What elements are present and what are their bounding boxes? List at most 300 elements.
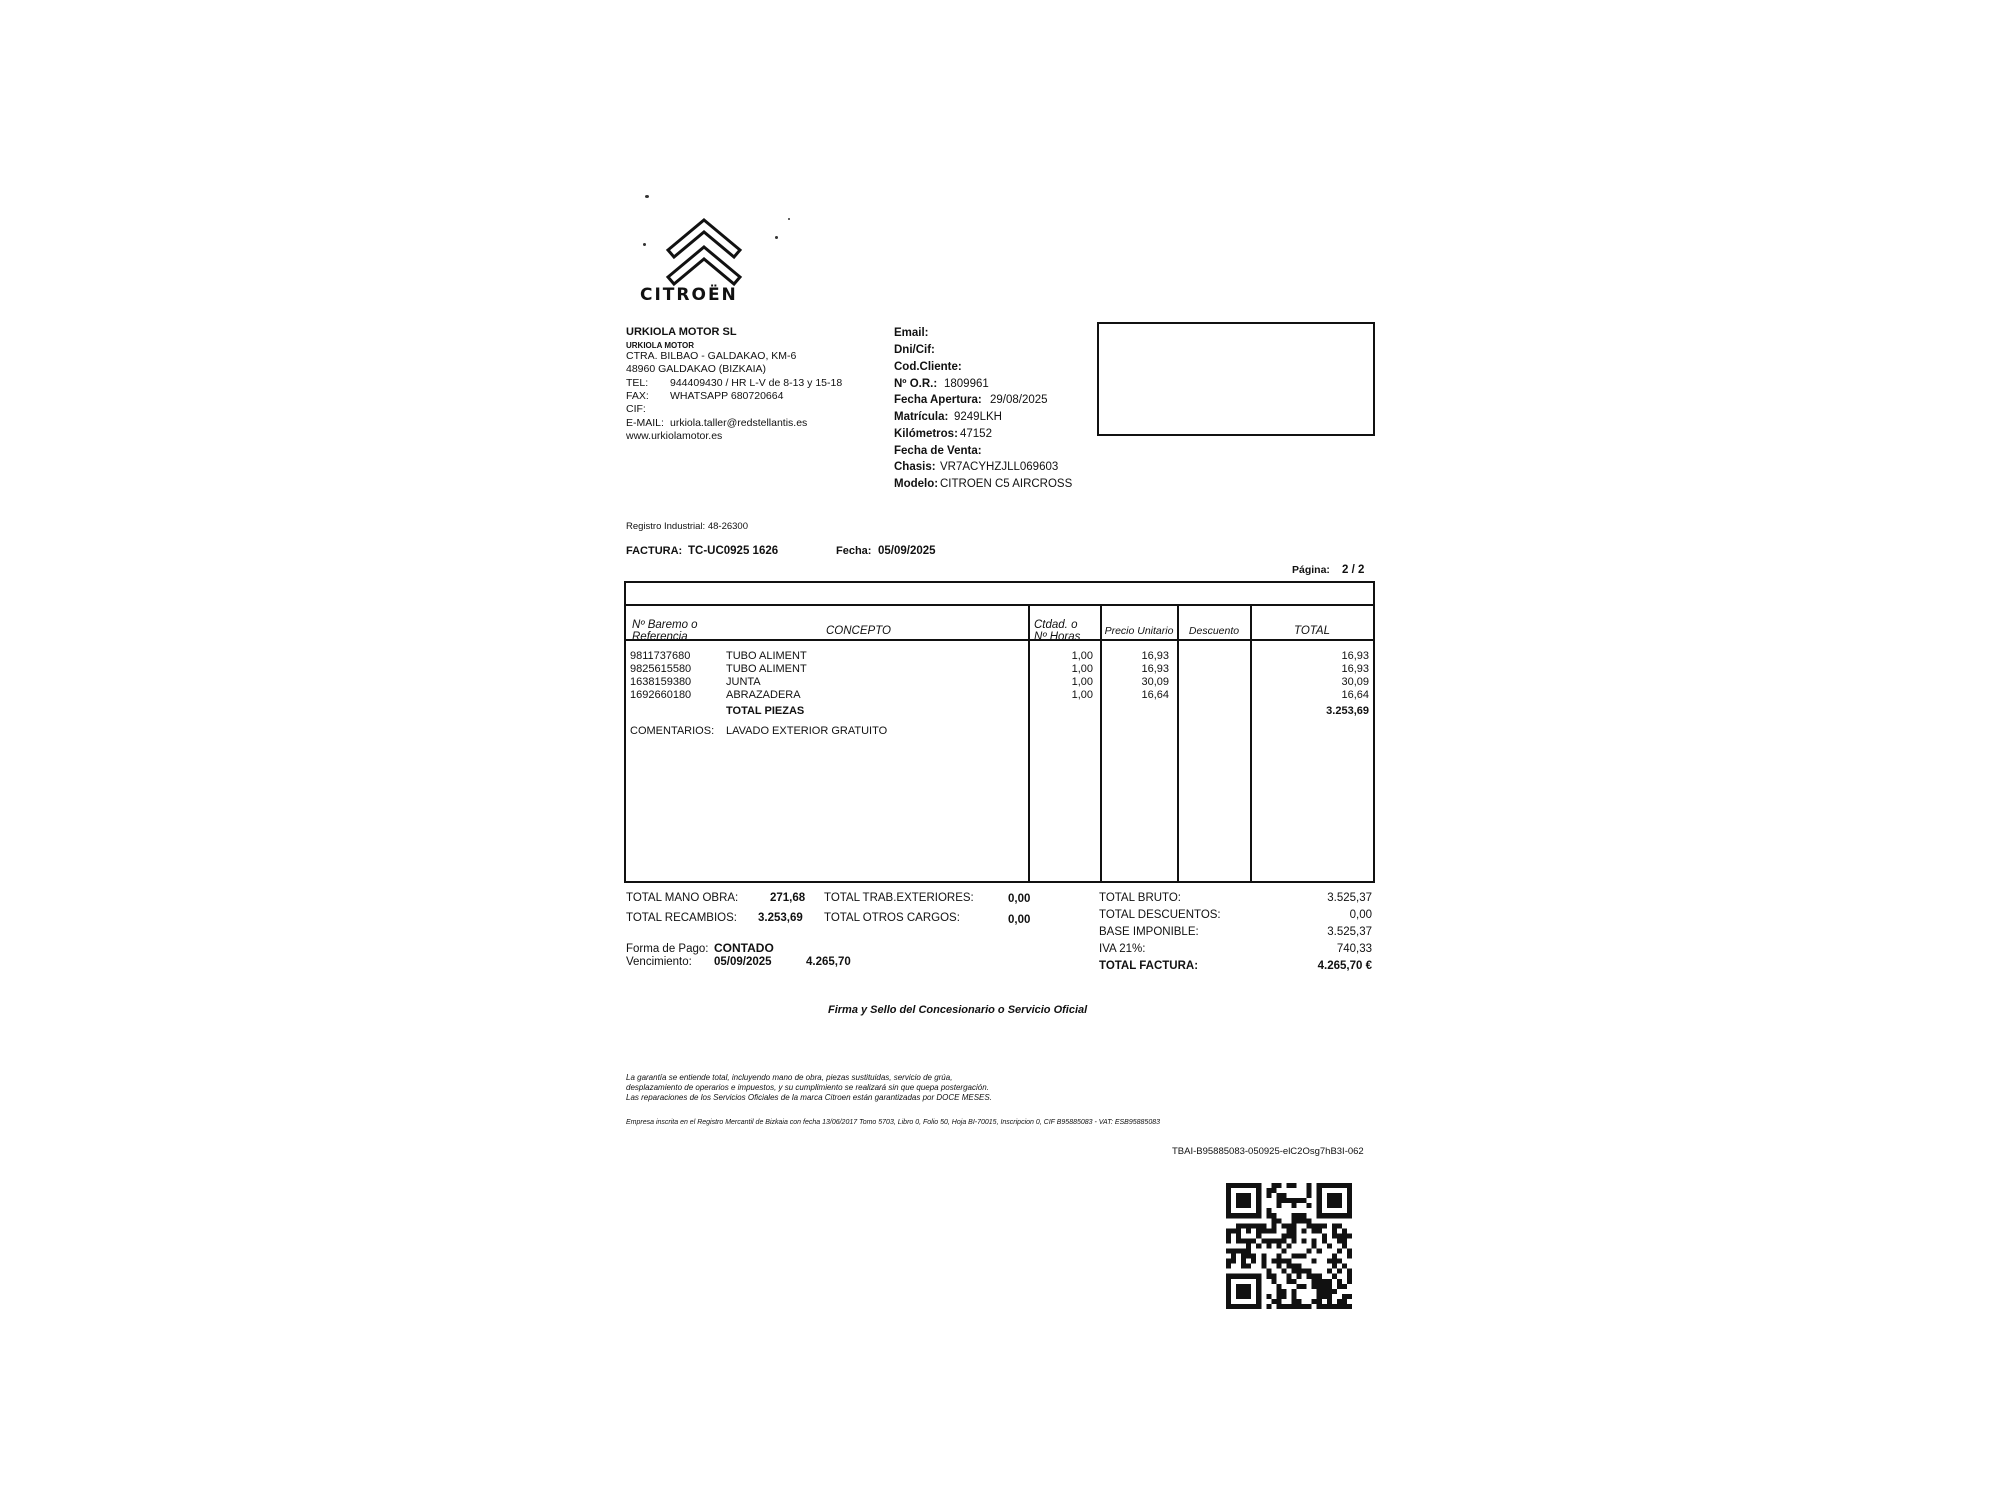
row-total: 16,93: [1341, 663, 1369, 675]
qr-module: [1271, 1213, 1276, 1218]
qr-module: [1226, 1279, 1231, 1284]
qr-module: [1322, 1284, 1327, 1289]
qr-module: [1332, 1254, 1337, 1259]
qr-module: [1261, 1228, 1266, 1233]
qr-module: [1246, 1304, 1251, 1309]
qr-module: [1342, 1238, 1347, 1243]
qr-module: [1327, 1294, 1332, 1299]
qr-module: [1307, 1269, 1312, 1274]
qr-module: [1271, 1238, 1276, 1243]
qr-module: [1266, 1188, 1271, 1193]
qr-module: [1271, 1274, 1276, 1279]
qr-module: [1332, 1264, 1337, 1269]
qr-module: [1317, 1289, 1322, 1294]
qr-module: [1317, 1299, 1322, 1304]
qr-module: [1241, 1294, 1246, 1299]
qr-module: [1236, 1223, 1241, 1228]
qr-module: [1281, 1304, 1286, 1309]
qr-module: [1241, 1213, 1246, 1218]
qr-module: [1236, 1183, 1241, 1188]
qr-module: [1292, 1223, 1297, 1228]
qr-module: [1337, 1183, 1342, 1188]
header-concepto: CONCEPTO: [826, 625, 891, 637]
qr-module: [1281, 1259, 1286, 1264]
row-precio: 30,09: [1141, 676, 1169, 688]
company-email: urkiola.taller@redstellantis.es: [670, 417, 808, 429]
qr-module: [1317, 1223, 1322, 1228]
qr-module: [1312, 1243, 1317, 1248]
qr-module: [1241, 1274, 1246, 1279]
qr-module: [1256, 1203, 1261, 1208]
qr-module: [1307, 1304, 1312, 1309]
cliente-label: Cod.Cliente:: [894, 361, 962, 373]
qr-module: [1236, 1238, 1241, 1243]
modelo-value: CITROEN C5 AIRCROSS: [940, 478, 1073, 490]
qr-module: [1271, 1218, 1276, 1223]
factura-number: TC-UC0925 1626: [688, 545, 779, 557]
qr-module: [1312, 1299, 1317, 1304]
qr-module: [1347, 1269, 1352, 1274]
row-total: 30,09: [1341, 676, 1369, 688]
qr-module: [1297, 1218, 1302, 1223]
invoice-lines-table: [624, 581, 1375, 883]
qr-module: [1246, 1249, 1251, 1254]
qr-module: [1337, 1279, 1342, 1284]
qr-module: [1347, 1274, 1352, 1279]
trab-ext-label: TOTAL TRAB.EXTERIORES:: [824, 892, 974, 904]
company-tel-label: TEL:: [626, 377, 649, 389]
qr-module: [1281, 1238, 1286, 1243]
qr-module: [1236, 1233, 1241, 1238]
qr-module: [1256, 1289, 1261, 1294]
qr-module: [1286, 1228, 1291, 1233]
iva-label: IVA 21%:: [1099, 943, 1146, 955]
col-divider: [1028, 606, 1030, 881]
table-row: [626, 650, 1373, 664]
qr-module: [1317, 1213, 1322, 1218]
qr-module: [1322, 1213, 1327, 1218]
descuentos-value: 0,00: [1349, 909, 1372, 921]
qr-module: [1327, 1279, 1332, 1284]
qr-module: [1226, 1203, 1231, 1208]
qr-module: [1286, 1243, 1291, 1248]
qr-module: [1226, 1249, 1231, 1254]
qr-module: [1281, 1294, 1286, 1299]
qr-module: [1246, 1254, 1251, 1259]
header-qty-line1: Ctdad. o: [1034, 619, 1078, 631]
qr-module: [1332, 1304, 1337, 1309]
or-label: Nº O.R.:: [894, 378, 938, 390]
qr-module: [1241, 1223, 1246, 1228]
header-qty-line2: Nº Horas: [1034, 631, 1081, 643]
qr-module: [1327, 1299, 1332, 1304]
qr-module: [1251, 1304, 1256, 1309]
qr-module: [1302, 1213, 1307, 1218]
qr-module: [1322, 1289, 1327, 1294]
scan-speck: [775, 236, 778, 239]
qr-module: [1322, 1294, 1327, 1299]
qr-module: [1261, 1264, 1266, 1269]
company-address-2: 48960 GALDAKAO (BIZKAIA): [626, 363, 767, 375]
company-trade-name: URKIOLA MOTOR: [626, 341, 694, 350]
qr-module: [1226, 1183, 1231, 1188]
qr-module: [1292, 1203, 1297, 1208]
legal-line-1: La garantía se entiende total, incluyendo mano de obra, piezas sustituidas, servicio de grúa,: [626, 1073, 953, 1082]
matricula-label: Matrícula:: [894, 411, 949, 423]
scan-speck: [643, 243, 646, 246]
qr-module: [1327, 1259, 1332, 1264]
company-address-1: CTRA. BILBAO - GALDAKAO, KM-6: [626, 350, 797, 362]
qr-module: [1317, 1208, 1322, 1213]
row-ref: 1638159380: [630, 676, 692, 688]
qr-module: [1281, 1223, 1286, 1228]
qr-module: [1297, 1284, 1302, 1289]
qr-module: [1241, 1238, 1246, 1243]
row-concepto: TUBO ALIMENT: [726, 663, 807, 675]
qr-module: [1286, 1198, 1291, 1203]
base-label: BASE IMPONIBLE:: [1099, 926, 1199, 938]
row-concepto: TUBO ALIMENT: [726, 650, 807, 662]
qr-module: [1251, 1213, 1256, 1218]
qr-module: [1231, 1228, 1236, 1233]
qr-module: [1276, 1259, 1281, 1264]
qr-module: [1327, 1304, 1332, 1309]
qr-module: [1292, 1279, 1297, 1284]
qr-module: [1266, 1274, 1271, 1279]
qr-module: [1337, 1198, 1342, 1203]
qr-module: [1271, 1183, 1276, 1188]
qr-module: [1276, 1299, 1281, 1304]
qr-module: [1302, 1238, 1307, 1243]
qr-module: [1231, 1213, 1236, 1218]
qr-module: [1292, 1294, 1297, 1299]
qr-module: [1271, 1228, 1276, 1233]
qr-module: [1261, 1223, 1266, 1228]
header-qty: [1034, 619, 1096, 643]
qr-module: [1256, 1198, 1261, 1203]
row-ref: 9825615580: [630, 663, 692, 675]
qr-module: [1256, 1193, 1261, 1198]
mano-obra-label: TOTAL MANO OBRA:: [626, 892, 739, 904]
qr-module: [1226, 1284, 1231, 1289]
qr-module: [1302, 1218, 1307, 1223]
brand-name: CITROËN: [640, 285, 738, 305]
qr-module: [1307, 1183, 1312, 1188]
qr-module: [1246, 1228, 1251, 1233]
qr-module: [1292, 1289, 1297, 1294]
legal-line-3: Las reparaciones de los Servicios Oficiales de la marca Citroen están garantizadas por DOCE MESES.: [626, 1093, 992, 1102]
qr-module: [1241, 1289, 1246, 1294]
qr-module: [1317, 1249, 1322, 1254]
header-ref-line2: Referencia: [632, 631, 688, 643]
qr-module: [1307, 1249, 1312, 1254]
qr-module: [1236, 1213, 1241, 1218]
vencimiento-date: 05/09/2025: [714, 956, 772, 968]
qr-module: [1251, 1259, 1256, 1264]
table-row: [626, 676, 1373, 690]
col-divider: [1100, 606, 1102, 881]
qr-module: [1226, 1213, 1231, 1218]
row-qty: 1,00: [1071, 676, 1093, 688]
mano-obra-value: 271,68: [770, 892, 806, 904]
comentarios-row: [626, 725, 1373, 739]
qr-module: [1297, 1198, 1302, 1203]
qr-module: [1307, 1203, 1312, 1208]
qr-module: [1246, 1264, 1251, 1269]
qr-module: [1302, 1304, 1307, 1309]
qr-module: [1312, 1279, 1317, 1284]
qr-module: [1332, 1289, 1337, 1294]
qr-module: [1312, 1284, 1317, 1289]
qr-module: [1312, 1228, 1317, 1233]
qr-module: [1256, 1183, 1261, 1188]
qr-module: [1226, 1304, 1231, 1309]
qr-module: [1297, 1304, 1302, 1309]
qr-module: [1246, 1274, 1251, 1279]
row-ref: 9811737680: [630, 650, 691, 662]
qr-module: [1246, 1213, 1251, 1218]
qr-module: [1342, 1213, 1347, 1218]
row-concepto: ABRAZADERA: [726, 689, 801, 701]
qr-module: [1347, 1294, 1352, 1299]
qr-module: [1226, 1193, 1231, 1198]
qr-module: [1241, 1249, 1246, 1254]
qr-module: [1286, 1183, 1291, 1188]
km-label: Kilómetros:: [894, 428, 958, 440]
qr-module: [1256, 1188, 1261, 1193]
qr-module: [1226, 1294, 1231, 1299]
qr-module: [1317, 1228, 1322, 1233]
qr-module: [1317, 1183, 1322, 1188]
apertura-label: Fecha Apertura:: [894, 394, 982, 406]
qr-module: [1322, 1304, 1327, 1309]
qr-module: [1241, 1284, 1246, 1289]
qr-module: [1347, 1198, 1352, 1203]
email-label: Email:: [894, 327, 929, 339]
qr-module: [1292, 1218, 1297, 1223]
scan-speck: [645, 195, 649, 198]
qr-module: [1337, 1233, 1342, 1238]
qr-code-icon: [1226, 1183, 1352, 1309]
qr-module: [1256, 1228, 1261, 1233]
forma-pago-value: CONTADO: [714, 941, 774, 955]
qr-module: [1266, 1243, 1271, 1248]
qr-module: [1276, 1183, 1281, 1188]
qr-module: [1332, 1259, 1337, 1264]
qr-module: [1332, 1233, 1337, 1238]
header-descuento: Descuento: [1188, 625, 1240, 637]
bruto-value: 3.525,37: [1327, 892, 1372, 904]
qr-module: [1261, 1238, 1266, 1243]
apertura-value: 29/08/2025: [990, 394, 1048, 406]
qr-module: [1271, 1299, 1276, 1304]
qr-module: [1276, 1218, 1281, 1223]
qr-module: [1236, 1289, 1241, 1294]
total-piezas-row: [626, 705, 1373, 719]
descuentos-label: TOTAL DESCUENTOS:: [1099, 909, 1221, 921]
qr-module: [1302, 1269, 1307, 1274]
qr-module: [1236, 1294, 1241, 1299]
table-row: [626, 663, 1373, 677]
qr-module: [1327, 1289, 1332, 1294]
qr-module: [1276, 1289, 1281, 1294]
qr-module: [1246, 1243, 1251, 1248]
qr-module: [1292, 1238, 1297, 1243]
qr-module: [1226, 1208, 1231, 1213]
fecha-label: Fecha:: [836, 545, 872, 557]
pagina-value: 2 / 2: [1342, 564, 1365, 576]
qr-module: [1286, 1259, 1291, 1264]
row-total: 16,64: [1341, 689, 1369, 701]
qr-module: [1312, 1274, 1317, 1279]
qr-module: [1322, 1223, 1327, 1228]
qr-module: [1337, 1238, 1342, 1243]
qr-module: [1281, 1249, 1286, 1254]
qr-module: [1236, 1228, 1241, 1233]
qr-module: [1236, 1284, 1241, 1289]
qr-module: [1337, 1304, 1342, 1309]
comentarios-label: COMENTARIOS:: [630, 725, 715, 737]
qr-module: [1241, 1203, 1246, 1208]
qr-module: [1342, 1264, 1347, 1269]
qr-module: [1347, 1193, 1352, 1198]
qr-module: [1347, 1188, 1352, 1193]
qr-module: [1347, 1254, 1352, 1259]
qr-module: [1281, 1289, 1286, 1294]
qr-module: [1261, 1254, 1266, 1259]
company-website: www.urkiolamotor.es: [626, 430, 723, 442]
qr-module: [1231, 1249, 1236, 1254]
qr-module: [1317, 1203, 1322, 1208]
qr-module: [1302, 1254, 1307, 1259]
qr-module: [1251, 1238, 1256, 1243]
qr-module: [1236, 1274, 1241, 1279]
chasis-label: Chasis:: [894, 461, 936, 473]
qr-module: [1246, 1223, 1251, 1228]
firma-sello: Firma y Sello del Concesionario o Servicio Oficial: [828, 1004, 1088, 1016]
qr-module: [1297, 1264, 1302, 1269]
qr-module: [1236, 1304, 1241, 1309]
qr-module: [1246, 1198, 1251, 1203]
qr-module: [1226, 1233, 1231, 1238]
qr-module: [1347, 1249, 1352, 1254]
or-value: 1809961: [944, 378, 989, 390]
qr-module: [1286, 1279, 1291, 1284]
qr-module: [1276, 1238, 1281, 1243]
qr-module: [1292, 1183, 1297, 1188]
qr-module: [1322, 1238, 1327, 1243]
qr-module: [1256, 1304, 1261, 1309]
qr-module: [1297, 1274, 1302, 1279]
qr-module: [1276, 1254, 1281, 1259]
qr-module: [1292, 1254, 1297, 1259]
qr-module: [1292, 1304, 1297, 1309]
qr-module: [1347, 1203, 1352, 1208]
qr-module: [1342, 1183, 1347, 1188]
qr-module: [1286, 1223, 1291, 1228]
factura-label: FACTURA:: [626, 545, 683, 557]
qr-module: [1246, 1183, 1251, 1188]
qr-module: [1302, 1284, 1307, 1289]
qr-module: [1266, 1228, 1271, 1233]
qr-module: [1307, 1218, 1312, 1223]
qr-module: [1236, 1203, 1241, 1208]
qr-module: [1297, 1213, 1302, 1218]
qr-module: [1317, 1198, 1322, 1203]
qr-module: [1347, 1233, 1352, 1238]
qr-module: [1276, 1193, 1281, 1198]
header-total: TOTAL: [1294, 625, 1330, 637]
qr-module: [1256, 1233, 1261, 1238]
qr-module: [1231, 1304, 1236, 1309]
qr-module: [1332, 1223, 1337, 1228]
row-qty: 1,00: [1071, 663, 1093, 675]
otros-value: 0,00: [1008, 914, 1031, 926]
qr-module: [1322, 1279, 1327, 1284]
qr-module: [1256, 1284, 1261, 1289]
qr-module: [1226, 1289, 1231, 1294]
qr-module: [1307, 1193, 1312, 1198]
matricula-value: 9249LKH: [954, 411, 1002, 423]
qr-module: [1226, 1264, 1231, 1269]
row-qty: 1,00: [1071, 650, 1093, 662]
qr-module: [1251, 1223, 1256, 1228]
row-precio: 16,93: [1141, 650, 1169, 662]
qr-module: [1292, 1233, 1297, 1238]
qr-module: [1327, 1183, 1332, 1188]
qr-module: [1226, 1274, 1231, 1279]
qr-module: [1236, 1198, 1241, 1203]
qr-module: [1251, 1183, 1256, 1188]
qr-module: [1307, 1223, 1312, 1228]
qr-module: [1246, 1193, 1251, 1198]
qr-module: [1236, 1249, 1241, 1254]
vencimiento-amount: 4.265,70: [806, 956, 851, 968]
header-ref: [632, 619, 698, 643]
qr-module: [1256, 1208, 1261, 1213]
qr-module: [1292, 1299, 1297, 1304]
qr-module: [1281, 1193, 1286, 1198]
col-divider: [1177, 606, 1179, 881]
qr-module: [1322, 1183, 1327, 1188]
qr-module: [1327, 1203, 1332, 1208]
qr-module: [1302, 1198, 1307, 1203]
qr-module: [1342, 1243, 1347, 1248]
qr-module: [1266, 1269, 1271, 1274]
dni-label: Dni/Cif:: [894, 344, 935, 356]
qr-module: [1226, 1198, 1231, 1203]
qr-module: [1281, 1233, 1286, 1238]
qr-module: [1337, 1259, 1342, 1264]
table-row: [626, 689, 1373, 703]
qr-module: [1236, 1193, 1241, 1198]
qr-module: [1292, 1228, 1297, 1233]
qr-module: [1297, 1269, 1302, 1274]
trab-ext-value: 0,00: [1008, 893, 1031, 905]
header-precio: Precio Unitario: [1104, 625, 1174, 637]
qr-module: [1297, 1254, 1302, 1259]
qr-module: [1312, 1238, 1317, 1243]
qr-module: [1332, 1198, 1337, 1203]
qr-module: [1327, 1243, 1332, 1248]
company-cif-label: CIF:: [626, 403, 646, 415]
qr-module: [1337, 1249, 1342, 1254]
qr-module: [1297, 1299, 1302, 1304]
qr-module: [1286, 1233, 1291, 1238]
qr-module: [1261, 1259, 1266, 1264]
total-piezas-value: 3.253,69: [1326, 705, 1369, 717]
qr-module: [1332, 1228, 1337, 1233]
